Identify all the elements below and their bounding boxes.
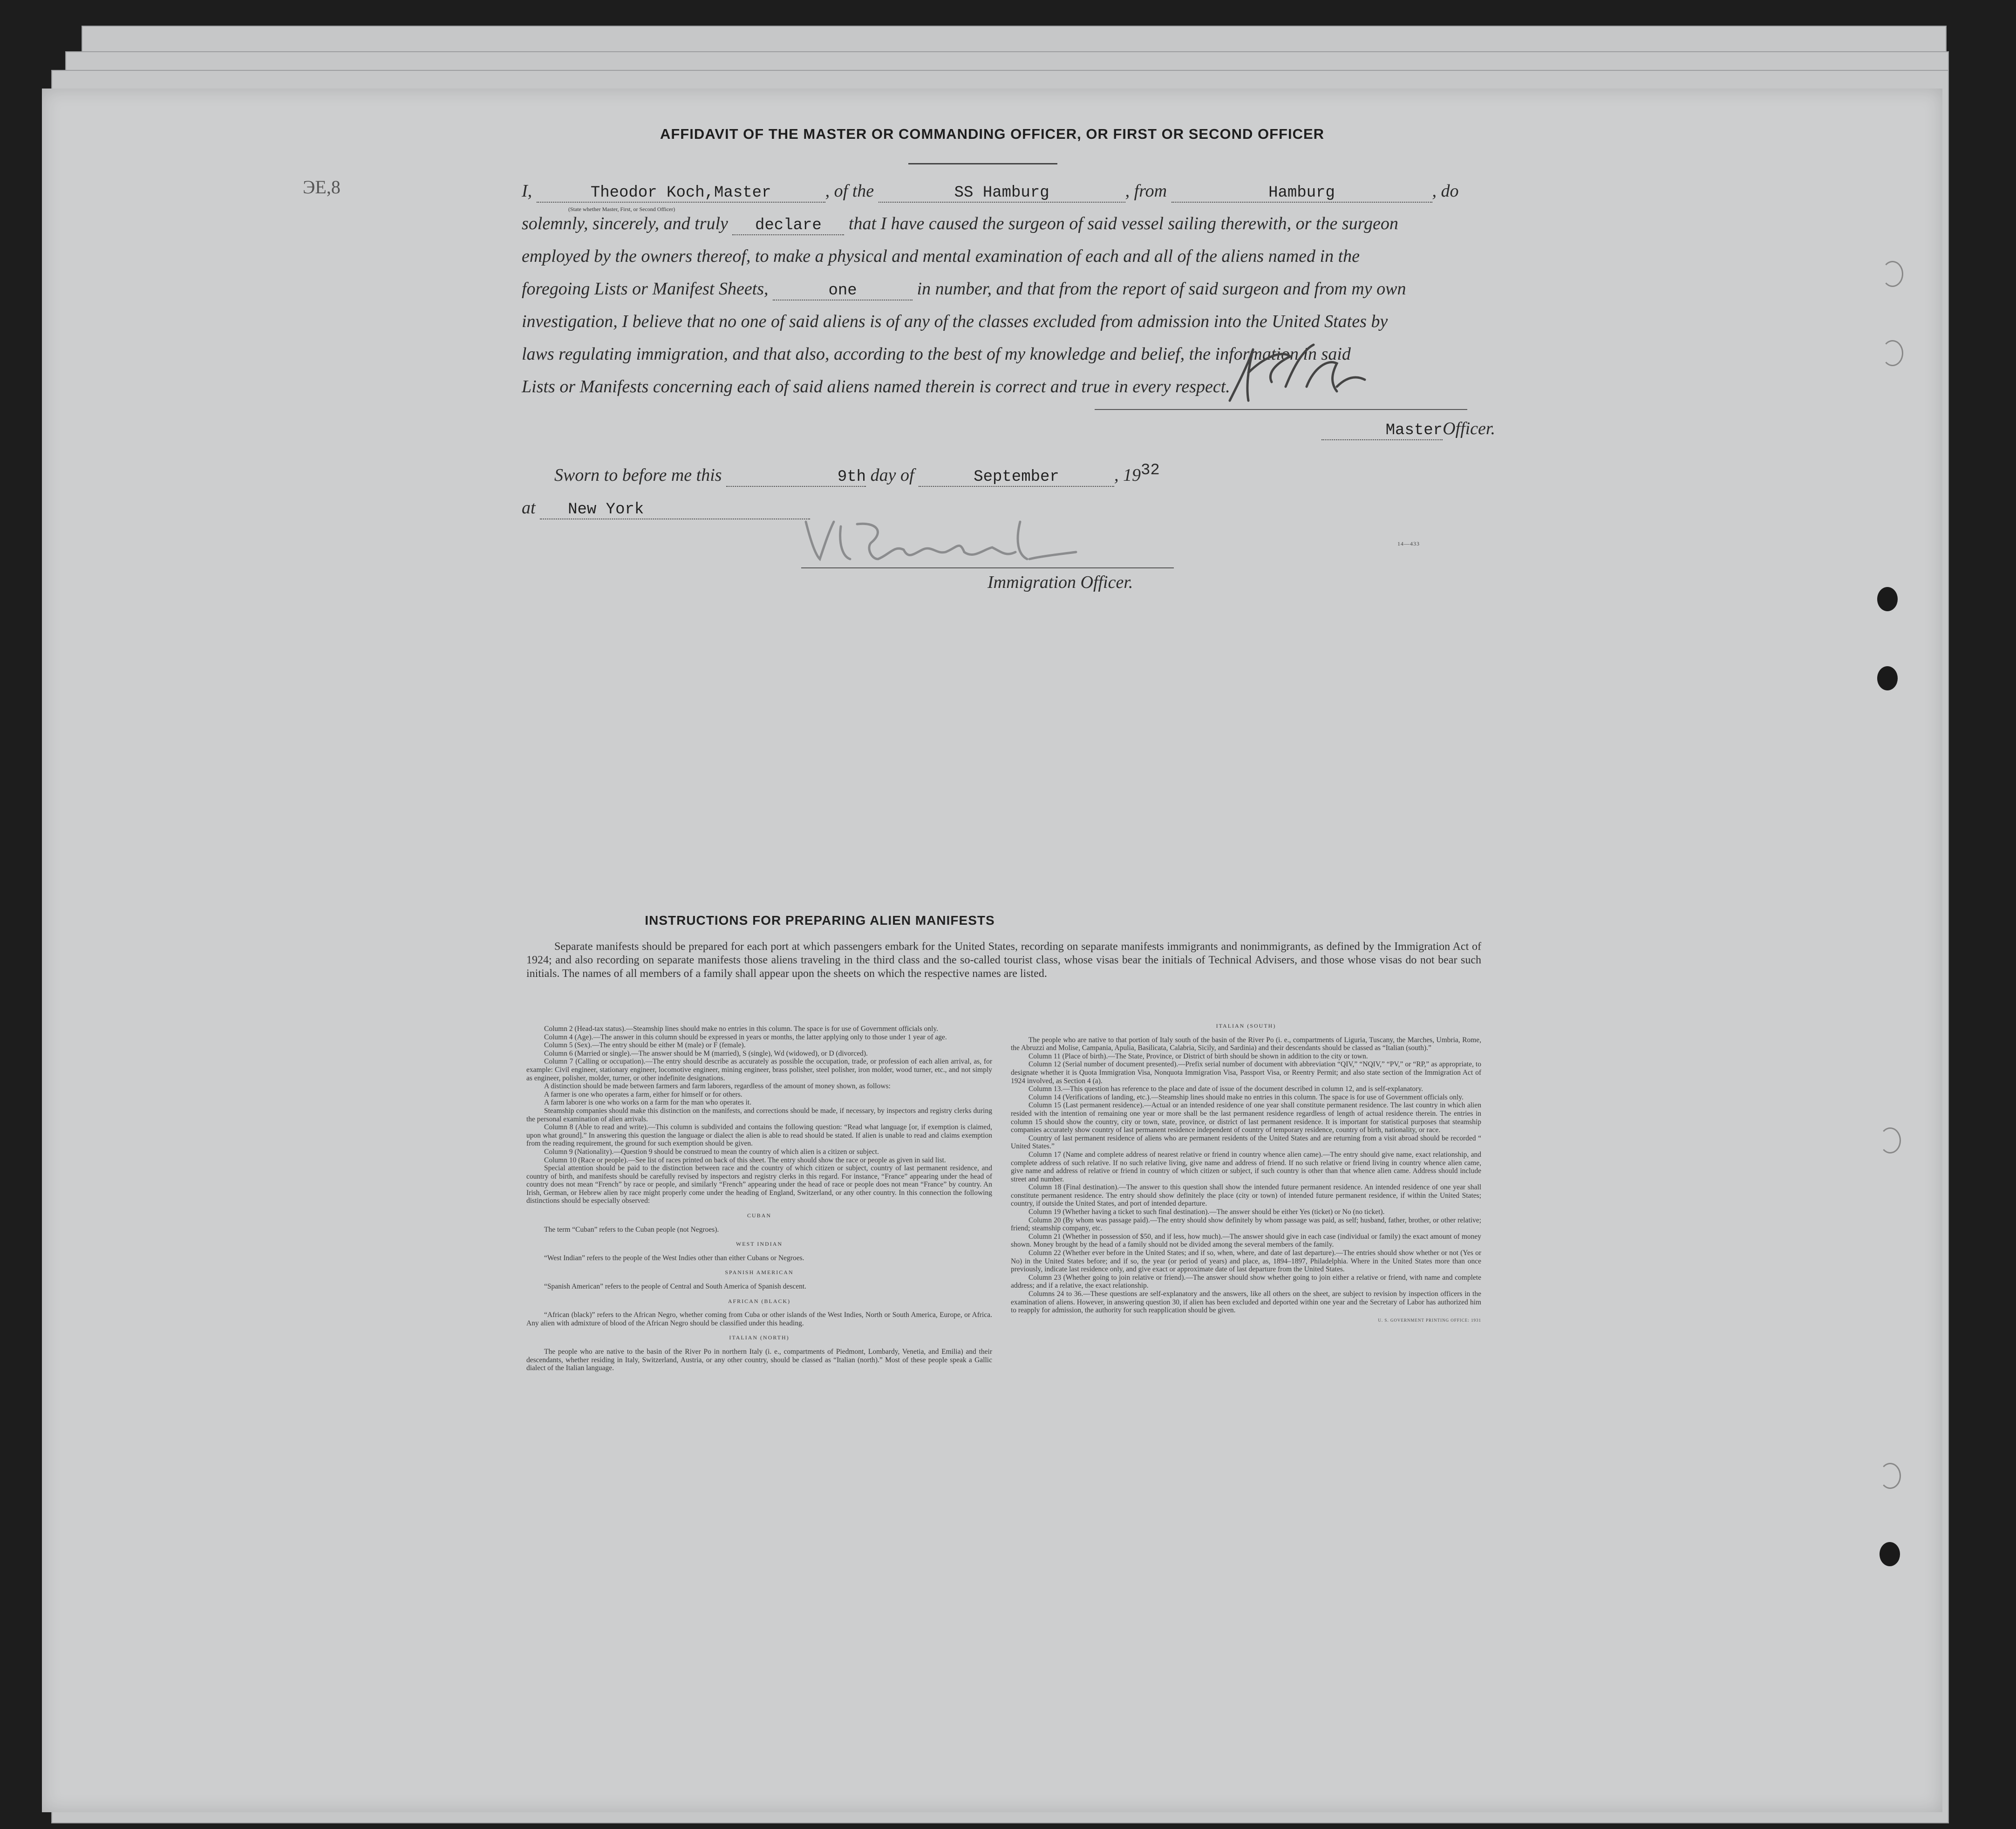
left-paragraph: Column 8 (Able to read and write).—This column is subdivided and contains the following question: “Read what language [or, if exemption is claimed, upon what ground].” In answering this question the language or dialect the alien is able to read should be stated. If alien is unable to read and claims exemption from the reading requirement, the ground for such exemption should be given. [526,1123,992,1148]
officer-title-field: Master [1321,422,1443,440]
left-paragraph: Steamship companies should make this distinction on the manifests, and corrections should be made, if necessary, by inspectors and registry clerks during the personal examination of alien arrivals. [526,1106,992,1123]
line1-mid1: , of the [825,181,874,201]
sworn-mid: day of [870,465,914,485]
right-paragraph: Column 14 (Verifications of landing, etc.).—Steamship lines should make no entries in this column. The space is for use of Government officials only. [1028,1093,1464,1101]
form-number: 14—433 [1397,540,1420,547]
section-heading: SPANISH AMERICAN [725,1269,794,1276]
sworn-year-field: 32 [1141,462,1160,479]
vessel-field: SS Hamburg [879,184,1125,203]
binder-hole-5 [1880,1127,1901,1153]
sworn-day-field: 9th [726,468,866,487]
affidavit-line-1 [522,181,1459,203]
line1-pre: I, [522,181,532,201]
port-field: Hamburg [1171,184,1432,203]
sheets-number-field: one [773,282,913,300]
section-paragraph: The term “Cuban” refers to the Cuban people (not Negroes). [544,1225,719,1234]
left-paragraph: A farm laborer is one who works on a farm for the man who operates it. [544,1099,752,1107]
binder-hole-1 [1882,261,1903,287]
left-paragraph: A distinction should be made between farmers and farm laborers, regardless of the amount of money shown, as follows: [544,1082,891,1091]
right-paragraph: Column 17 (Name and complete address of nearest relative or friend in country whence alien came).—The entry should give name, exact relationship, and complete address of such relative. If no such relative living, give name and address of friend. If no such relative or friend living in country whence alien came, give name and address of relative or friend in country of which citizen or subject, if such country is other than that whence alien came. Address should include street and number. [1011,1150,1481,1183]
right-paragraph: Column 20 (By whom was passage paid).—The entry should show definitely by whom passage was paid, as self; husband, father, brother, or other relative; friend; steamship company, etc. [1011,1216,1481,1233]
binder-hole-2 [1882,340,1903,366]
left-paragraph: Column 6 (Married or single).—The answer should be M (married), S (single), Wd (widowed), or D (divorced). [544,1049,868,1058]
right-paragraph: The people who are native to that portion of Italy south of the basin of the River Po (i. e., compartments of Liguria, Tuscany, the Marches, Umbria, Rome, the Abruzzi and Molise, Campania, Apulia, Basilicata, Calabria, Sicily, and Sardinia) and their descendants should be classed as “Italian (south).” [1011,1036,1481,1052]
left-paragraph: Column 7 (Calling or occupation).—The entry should describe as accurately as possible the occupation, trade, or profession of each alien arrival, as, for example: Civil engineer, stationary engineer, locomotive engineer, mining engineer, brass polisher, steel polisher, iron molder, wood turner, etc., and not simply as engineer, polisher, molder, turner, or other indefinite designations. [526,1058,992,1082]
binder-hole-6 [1880,1463,1901,1489]
section-paragraph: “Spanish American” refers to the people of Central and South America of Spanish descent. [544,1283,807,1291]
section-heading: ITALIAN (NORTH) [729,1334,790,1341]
instructions-intro: Separate manifests should be prepared for each port at which passengers embark for the United States, recording on separate manifests immigrants and nonimmigrants, as defined by the Immigration Act of 1924; and also recording on separate manifests those aliens traveling in the third class and the so-called tourist class, whose visas bear the initials of Technical Advisers, and those whose visas do not bear such initials. The names of all members of a family shall appear upon the sheets on which the respective names are listed. [526,941,1481,980]
right-paragraph: Column 21 (Whether in possession of $50, and if less, how much).—The answer should give in each case (individual or family) the exact amount of money shown. Money brought by the head of a family should not be divided among the several members of the family. [1011,1232,1481,1249]
immigration-signature-line [801,567,1174,568]
immigration-officer-label: Immigration Officer. [988,573,1133,592]
section-heading: WEST INDIAN [736,1241,783,1248]
right-paragraph: Columns 24 to 36.—These questions are self-explanatory and the answers, like all others on the sheet, are subject to revision by inspection officers in the examination of aliens. However, in answering question 30, if alien has been excluded and deported within one year and the Secretary of Labor has authorized him to reapply for admission, the authority for such reapplication should be given. [1011,1290,1481,1315]
title-underline [908,163,1057,164]
left-paragraph: Special attention should be paid to the distinction between race and the country of which citizen or subject, country of last permanent residence, and country of birth, and manifests should be carefully revised by inspectors and registry clerks in this regard. For instance, “France” appearing under the head of country does not mean “French” by race or people, and similarly “French” appearing under the head of race or people does not mean “France” by country. An Irish, German, or Hebrew alien by race might properly come under the heading of England, Switzerland, or any other country. In this connection the following distinctions should be especially observed: [526,1164,992,1205]
at-pre: at [522,498,536,518]
immigration-officer-signature [797,508,1151,573]
line1-mid2: , from [1125,181,1167,201]
affidavit-line-7: Lists or Manifests concerning each of said aliens named therein is correct and true in every respect. [522,377,1230,396]
line4-pre: foregoing Lists or Manifest Sheets, [522,279,769,299]
left-paragraph: Column 10 (Race or people).—See list of races printed on back of this sheet. The entry should show the race or people as given in said list. [544,1156,946,1164]
right-paragraph: Column 23 (Whether going to join relative or friend).—The answer should show whether going to join either a relative or friend, with name and complete address; and if a relative, the exact relationship. [1011,1273,1481,1290]
manifest-page [42,89,1942,1812]
master-signature [1220,331,1374,405]
right-paragraph: Column 11 (Place of birth).—The State, Province, or District of birth should be shown in addition to the city or town. [1028,1052,1368,1060]
binder-hole-4 [1877,666,1898,690]
right-paragraph: Column 18 (Final destination).—The answer to this question shall show the intended future permanent residence. An intended residence of one year shall constitute permanent residence. The entry should show definitely the place (city or town) of intended future permanent residence, if within the United States; country, if outside the United States, and port of intended departure. [1011,1183,1481,1208]
right-paragraph: Country of last permanent residence of aliens who are permanent residents of the United States and are returning from a visit abroad should be recorded “ United States.” [1011,1134,1481,1151]
section-heading: CUBAN [747,1212,771,1219]
section-paragraph: “African (black)” refers to the African Negro, whether coming from Cuba or other islands of the West Indies, North or South America, Europe, or Africa. Any alien with admixture of blood of the African Negro should be classified under this heading. [526,1311,992,1327]
affidavit-title: AFFIDAVIT OF THE MASTER OR COMMANDING OFFICER, OR FIRST OR SECOND OFFICER [660,126,1325,142]
printer-note: U. S. GOVERNMENT PRINTING OFFICE: 1931 [1378,1317,1481,1323]
affidavit-line-6: laws regulating immigration, and that also, according to the best of my knowledge and belief, the information in said [522,344,1351,364]
right-paragraph: Column 15 (Last permanent residence).—Actual or an intended residence of one year shall constitute permanent residence. The last country in which alien resided with the intention of remaining one year or more shall be the last permanent residence regardless of length of actual residence therein. The entries in column 15 should show the country, city or town, state, province, or district of last permanent residence. It is important for statistical purposes that steamship companies accurately show country of last permanent residence independent of country of temporary residence, country of birth, nationality, or race. [1011,1101,1481,1134]
right-paragraph: Column 19 (Whether having a ticket to such final destination).—The answer should be either Yes (ticket) or No (no ticket). [1028,1208,1385,1216]
line2-post: that I have caused the surgeon of said vessel sailing therewith, or the surgeon [848,214,1398,233]
affidavit-line-5: investigation, I believe that no one of said aliens is of any of the classes excluded from admission into the United States by [522,312,1388,331]
at-line [522,498,810,519]
left-paragraph: Column 4 (Age).—The answer in this column should be expressed in years or months, the latter applying only to those under 1 year of age. [544,1033,947,1041]
left-paragraph: Column 5 (Sex).—The entry should be either M (male) or F (female). [544,1041,746,1050]
binder-hole-3 [1877,587,1898,611]
right-paragraph: Column 12 (Serial number of document presented).—Prefix serial number of document with abbreviation “QIV,” “NQIV,” “PV,” or “RP,” as appropriate, to designate whether it is Quota Immigration Visa, Nonquota Immigration Visa, Passport Visa, or Reentry Permit; and also state section of the Immigration Act of 1924 involved, as Section 4 (a). [1011,1060,1481,1085]
affidavit-line-3: employed by the owners thereof, to make a physical and mental examination of each and all of the aliens named in the [522,246,1360,266]
margin-mark: ЭЕ,8 [303,177,341,198]
line1-post: , do [1432,181,1459,201]
master-signature-line [1095,409,1467,410]
section-heading: ITALIAN (SOUTH) [1216,1023,1276,1029]
line4-post: in number, and that from the report of said surgeon and from my own [917,279,1406,299]
instructions-right-column [1011,1016,1481,1324]
section-heading: AFRICAN (BLACK) [728,1297,791,1304]
officer-name-caption: (State whether Master, First, or Second Officer) [568,206,675,212]
officer-line [1216,418,1495,440]
binder-hole-7 [1880,1542,1900,1566]
affidavit-line-2 [522,213,1398,235]
left-paragraph: A farmer is one who operates a farm, either for himself or for others. [544,1090,742,1099]
right-paragraph: Column 13.—This question has reference to the place and date of issue of the document described in column 12, and is self-explanatory. [1028,1085,1423,1093]
section-paragraph: The people who are native to the basin of the River Po in northern Italy (i. e., compartments of Piedmont, Lombardy, Venetia, and Emilia) and their descendants, whether residing in Italy, Switzerland, Austria, or any other country, should be classed as “Italian (north).” Most of these people speak a Gallic dialect of the Italian language. [526,1348,992,1372]
left-paragraph: Column 9 (Nationality).—Question 9 should be construed to mean the country of which alien is a citizen or subject. [544,1147,879,1156]
left-paragraph: Column 2 (Head-tax status).—Steamship lines should make no entries in this column. The space is for use of Government officials only. [544,1025,939,1033]
place-field: New York [540,501,810,519]
instructions-title: INSTRUCTIONS FOR PREPARING ALIEN MANIFESTS [645,913,995,928]
declare-field: declare [732,217,844,235]
officer-suffix: Officer. [1443,419,1495,438]
sworn-month-field: September [919,468,1114,487]
affidavit-line-4 [522,279,1406,300]
sworn-line [554,462,1160,487]
right-paragraph: Column 22 (Whether ever before in the United States; and if so, when, where, and date of last departure).—The entries should show whether or not (Yes or No) in the United States before; and if so, the year (or period of years) and place, as, 1894–1897, Philadelphia. Where in the United States more than once previously, indicate last residence only, and give exact or approximate date of last departure from the United States. [1011,1249,1481,1274]
sworn-year-prefix: , 19 [1114,465,1141,485]
line2-pre: solemnly, sincerely, and truly [522,214,728,233]
instructions-left-column [526,1025,992,1372]
section-paragraph: “West Indian” refers to the people of the West Indies other than either Cubans or Negroes. [544,1254,804,1262]
officer-name-field: Theodor Koch,Master [537,184,825,203]
sworn-pre: Sworn to before me this [554,465,722,485]
